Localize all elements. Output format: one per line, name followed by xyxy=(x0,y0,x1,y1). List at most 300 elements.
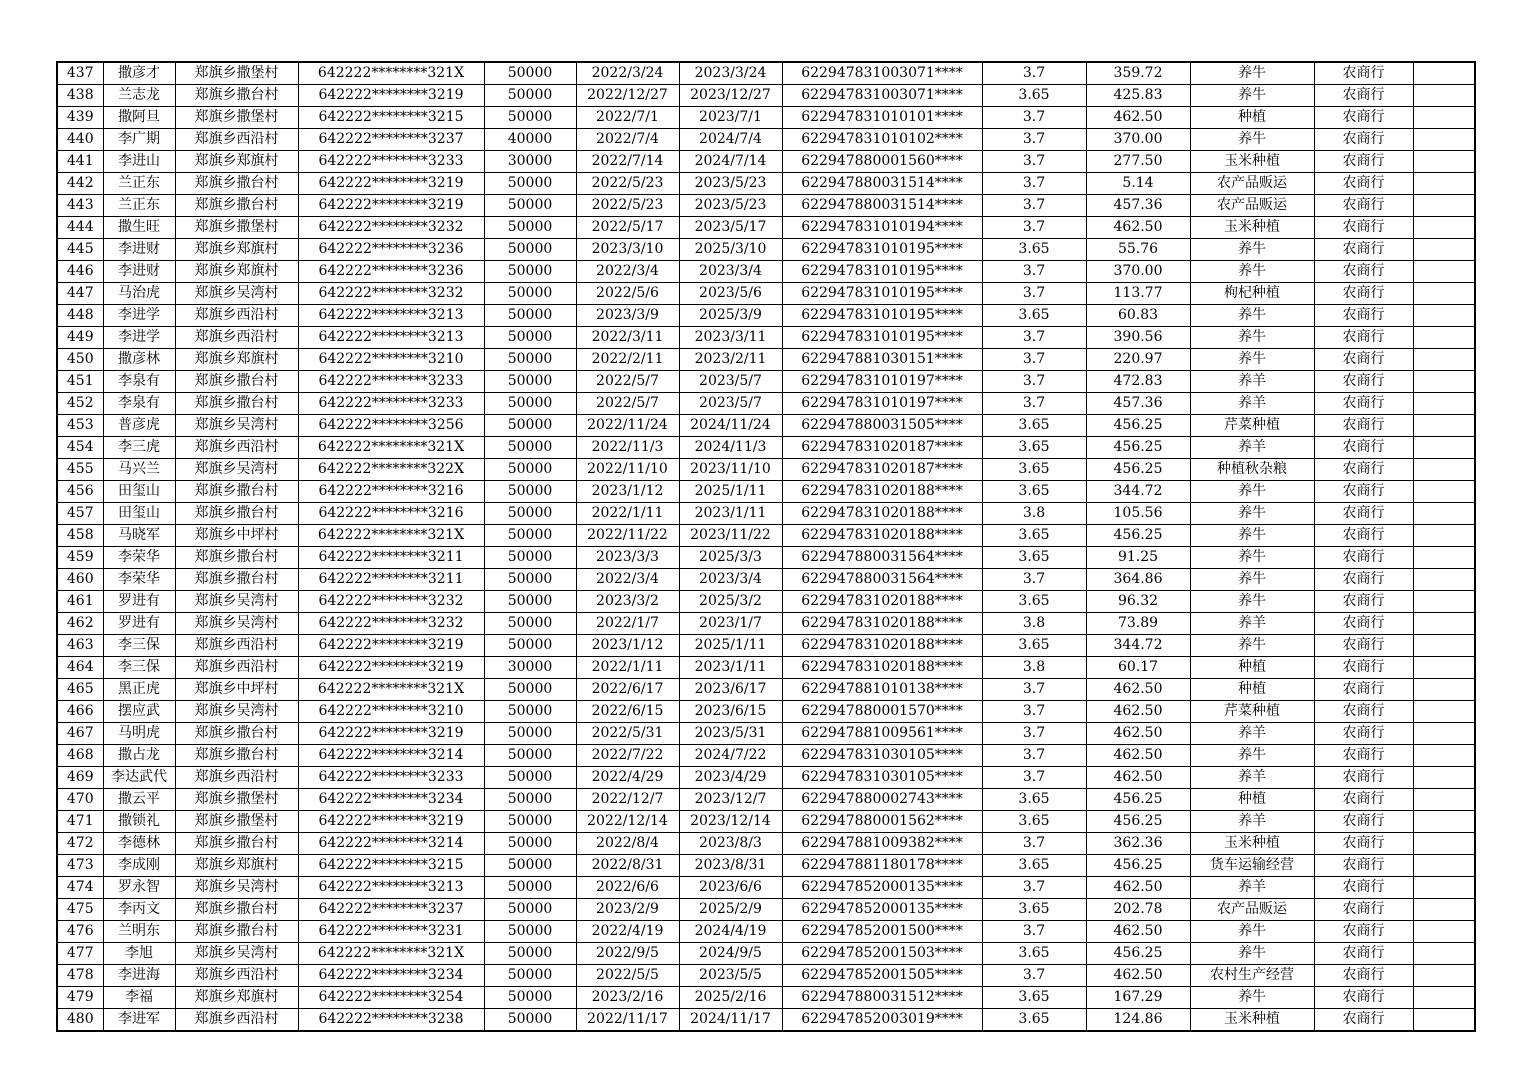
id-number-cell: 642222********3237 xyxy=(298,899,484,921)
bank-cell: 农商行 xyxy=(1314,569,1413,591)
name-cell: 李泉有 xyxy=(103,371,175,393)
start-date-cell: 2022/6/15 xyxy=(576,701,679,723)
purpose-cell: 养羊 xyxy=(1190,767,1314,789)
start-date-cell: 2022/6/6 xyxy=(576,877,679,899)
start-date-cell: 2022/5/23 xyxy=(576,173,679,195)
start-date-cell: 2022/8/31 xyxy=(576,855,679,877)
table-row xyxy=(57,261,1475,283)
table-row xyxy=(57,943,1475,965)
interest-cell: 425.83 xyxy=(1086,85,1190,107)
end-date-cell: 2025/1/11 xyxy=(679,635,782,657)
name-cell: 马兴兰 xyxy=(103,459,175,481)
start-date-cell: 2022/5/6 xyxy=(576,283,679,305)
interest-cell: 462.50 xyxy=(1086,921,1190,943)
purpose-cell: 养牛 xyxy=(1190,261,1314,283)
amount-cell: 30000 xyxy=(484,657,576,679)
amount-cell: 50000 xyxy=(484,877,576,899)
id-number-cell: 642222********3211 xyxy=(298,547,484,569)
interest-cell: 55.76 xyxy=(1086,239,1190,261)
start-date-cell: 2023/3/10 xyxy=(576,239,679,261)
address-cell: 郑旗乡吴湾村 xyxy=(175,591,298,613)
blank-cell xyxy=(1413,327,1475,349)
bank-cell: 农商行 xyxy=(1314,151,1413,173)
id-number-cell: 642222********3232 xyxy=(298,613,484,635)
table-row xyxy=(57,503,1475,525)
id-number-cell: 642222********3219 xyxy=(298,195,484,217)
address-cell: 郑旗乡中坪村 xyxy=(175,679,298,701)
row-number: 470 xyxy=(57,789,103,811)
address-cell: 郑旗乡西沿村 xyxy=(175,767,298,789)
interest-cell: 456.25 xyxy=(1086,459,1190,481)
table-row xyxy=(57,635,1475,657)
name-cell: 撒云平 xyxy=(103,789,175,811)
rate-cell: 3.65 xyxy=(982,591,1086,613)
bank-cell: 农商行 xyxy=(1314,283,1413,305)
table-row xyxy=(57,855,1475,877)
account-cell: 622947852000135**** xyxy=(782,899,982,921)
name-cell: 撒阿旦 xyxy=(103,107,175,129)
row-number: 465 xyxy=(57,679,103,701)
start-date-cell: 2022/11/10 xyxy=(576,459,679,481)
interest-cell: 362.36 xyxy=(1086,833,1190,855)
id-number-cell: 642222********3232 xyxy=(298,283,484,305)
row-number: 450 xyxy=(57,349,103,371)
interest-cell: 370.00 xyxy=(1086,129,1190,151)
row-number: 474 xyxy=(57,877,103,899)
id-number-cell: 642222********321X xyxy=(298,62,484,85)
id-number-cell: 642222********3215 xyxy=(298,855,484,877)
start-date-cell: 2022/5/17 xyxy=(576,217,679,239)
interest-cell: 167.29 xyxy=(1086,987,1190,1009)
row-number: 469 xyxy=(57,767,103,789)
amount-cell: 50000 xyxy=(484,679,576,701)
rate-cell: 3.65 xyxy=(982,899,1086,921)
bank-cell: 农商行 xyxy=(1314,635,1413,657)
account-cell: 622947831020187**** xyxy=(782,437,982,459)
amount-cell: 50000 xyxy=(484,305,576,327)
name-cell: 田玺山 xyxy=(103,503,175,525)
row-number: 440 xyxy=(57,129,103,151)
amount-cell: 50000 xyxy=(484,1009,576,1032)
amount-cell: 50000 xyxy=(484,811,576,833)
address-cell: 郑旗乡撒台村 xyxy=(175,833,298,855)
address-cell: 郑旗乡撒台村 xyxy=(175,85,298,107)
row-number: 477 xyxy=(57,943,103,965)
account-cell: 622947831030105**** xyxy=(782,767,982,789)
start-date-cell: 2022/1/11 xyxy=(576,503,679,525)
blank-cell xyxy=(1413,62,1475,85)
account-cell: 622947831020188**** xyxy=(782,503,982,525)
bank-cell: 农商行 xyxy=(1314,85,1413,107)
address-cell: 郑旗乡撒台村 xyxy=(175,569,298,591)
start-date-cell: 2022/12/27 xyxy=(576,85,679,107)
address-cell: 郑旗乡西沿村 xyxy=(175,327,298,349)
id-number-cell: 642222********3233 xyxy=(298,393,484,415)
start-date-cell: 2023/2/9 xyxy=(576,899,679,921)
interest-cell: 91.25 xyxy=(1086,547,1190,569)
purpose-cell: 养牛 xyxy=(1190,239,1314,261)
table-row xyxy=(57,767,1475,789)
purpose-cell: 玉米种植 xyxy=(1190,217,1314,239)
rate-cell: 3.65 xyxy=(982,239,1086,261)
address-cell: 郑旗乡撒台村 xyxy=(175,547,298,569)
table-row xyxy=(57,789,1475,811)
row-number: 445 xyxy=(57,239,103,261)
blank-cell xyxy=(1413,151,1475,173)
address-cell: 郑旗乡撒堡村 xyxy=(175,62,298,85)
row-number: 468 xyxy=(57,745,103,767)
table-row xyxy=(57,393,1475,415)
purpose-cell: 养羊 xyxy=(1190,811,1314,833)
row-number: 478 xyxy=(57,965,103,987)
address-cell: 郑旗乡撒台村 xyxy=(175,921,298,943)
blank-cell xyxy=(1413,613,1475,635)
name-cell: 马晓军 xyxy=(103,525,175,547)
account-cell: 622947831010195**** xyxy=(782,239,982,261)
purpose-cell: 芹菜种植 xyxy=(1190,415,1314,437)
account-cell: 622947880002743**** xyxy=(782,789,982,811)
rate-cell: 3.65 xyxy=(982,415,1086,437)
blank-cell xyxy=(1413,679,1475,701)
rate-cell: 3.65 xyxy=(982,305,1086,327)
row-number: 475 xyxy=(57,899,103,921)
address-cell: 郑旗乡郑旗村 xyxy=(175,987,298,1009)
start-date-cell: 2022/7/22 xyxy=(576,745,679,767)
bank-cell: 农商行 xyxy=(1314,943,1413,965)
name-cell: 罗永智 xyxy=(103,877,175,899)
table-row xyxy=(57,811,1475,833)
address-cell: 郑旗乡郑旗村 xyxy=(175,261,298,283)
row-number: 461 xyxy=(57,591,103,613)
start-date-cell: 2022/1/11 xyxy=(576,657,679,679)
bank-cell: 农商行 xyxy=(1314,877,1413,899)
blank-cell xyxy=(1413,965,1475,987)
row-number: 471 xyxy=(57,811,103,833)
blank-cell xyxy=(1413,987,1475,1009)
purpose-cell: 养牛 xyxy=(1190,591,1314,613)
end-date-cell: 2023/7/1 xyxy=(679,107,782,129)
blank-cell xyxy=(1413,217,1475,239)
account-cell: 622947831010195**** xyxy=(782,283,982,305)
start-date-cell: 2022/3/4 xyxy=(576,569,679,591)
row-number: 451 xyxy=(57,371,103,393)
interest-cell: 96.32 xyxy=(1086,591,1190,613)
purpose-cell: 养牛 xyxy=(1190,921,1314,943)
table-row xyxy=(57,85,1475,107)
table-row xyxy=(57,481,1475,503)
amount-cell: 50000 xyxy=(484,437,576,459)
id-number-cell: 642222********3231 xyxy=(298,921,484,943)
amount-cell: 50000 xyxy=(484,899,576,921)
amount-cell: 30000 xyxy=(484,151,576,173)
name-cell: 普彦虎 xyxy=(103,415,175,437)
blank-cell xyxy=(1413,525,1475,547)
loan-table xyxy=(56,61,1476,1032)
interest-cell: 73.89 xyxy=(1086,613,1190,635)
bank-cell: 农商行 xyxy=(1314,965,1413,987)
table-row xyxy=(57,613,1475,635)
table-row xyxy=(57,657,1475,679)
purpose-cell: 养牛 xyxy=(1190,503,1314,525)
name-cell: 兰志龙 xyxy=(103,85,175,107)
amount-cell: 50000 xyxy=(484,965,576,987)
address-cell: 郑旗乡撒台村 xyxy=(175,503,298,525)
purpose-cell: 养牛 xyxy=(1190,481,1314,503)
blank-cell xyxy=(1413,877,1475,899)
start-date-cell: 2023/3/9 xyxy=(576,305,679,327)
address-cell: 郑旗乡吴湾村 xyxy=(175,283,298,305)
interest-cell: 462.50 xyxy=(1086,877,1190,899)
start-date-cell: 2022/4/19 xyxy=(576,921,679,943)
rate-cell: 3.7 xyxy=(982,745,1086,767)
row-number: 443 xyxy=(57,195,103,217)
start-date-cell: 2022/9/5 xyxy=(576,943,679,965)
address-cell: 郑旗乡吴湾村 xyxy=(175,459,298,481)
address-cell: 郑旗乡撒台村 xyxy=(175,745,298,767)
rate-cell: 3.65 xyxy=(982,855,1086,877)
amount-cell: 50000 xyxy=(484,789,576,811)
start-date-cell: 2022/7/1 xyxy=(576,107,679,129)
name-cell: 李泉有 xyxy=(103,393,175,415)
blank-cell xyxy=(1413,239,1475,261)
rate-cell: 3.65 xyxy=(982,525,1086,547)
rate-cell: 3.7 xyxy=(982,701,1086,723)
account-cell: 622947831010197**** xyxy=(782,371,982,393)
account-cell: 622947831020188**** xyxy=(782,591,982,613)
table-row xyxy=(57,679,1475,701)
account-cell: 622947880031564**** xyxy=(782,547,982,569)
bank-cell: 农商行 xyxy=(1314,525,1413,547)
blank-cell xyxy=(1413,591,1475,613)
account-cell: 622947880031564**** xyxy=(782,569,982,591)
name-cell: 李广期 xyxy=(103,129,175,151)
end-date-cell: 2024/9/5 xyxy=(679,943,782,965)
account-cell: 622947880031505**** xyxy=(782,415,982,437)
name-cell: 李荣华 xyxy=(103,547,175,569)
start-date-cell: 2022/11/3 xyxy=(576,437,679,459)
row-number: 441 xyxy=(57,151,103,173)
address-cell: 郑旗乡吴湾村 xyxy=(175,877,298,899)
blank-cell xyxy=(1413,767,1475,789)
id-number-cell: 642222********3234 xyxy=(298,965,484,987)
table-row xyxy=(57,283,1475,305)
interest-cell: 456.25 xyxy=(1086,811,1190,833)
account-cell: 622947831020188**** xyxy=(782,525,982,547)
id-number-cell: 642222********3213 xyxy=(298,327,484,349)
bank-cell: 农商行 xyxy=(1314,789,1413,811)
amount-cell: 50000 xyxy=(484,547,576,569)
end-date-cell: 2023/8/3 xyxy=(679,833,782,855)
address-cell: 郑旗乡西沿村 xyxy=(175,305,298,327)
purpose-cell: 种植 xyxy=(1190,107,1314,129)
row-number: 446 xyxy=(57,261,103,283)
name-cell: 撒占龙 xyxy=(103,745,175,767)
rate-cell: 3.65 xyxy=(982,1009,1086,1032)
start-date-cell: 2022/6/17 xyxy=(576,679,679,701)
purpose-cell: 养牛 xyxy=(1190,943,1314,965)
end-date-cell: 2023/11/22 xyxy=(679,525,782,547)
interest-cell: 456.25 xyxy=(1086,943,1190,965)
interest-cell: 105.56 xyxy=(1086,503,1190,525)
amount-cell: 50000 xyxy=(484,635,576,657)
name-cell: 李进军 xyxy=(103,1009,175,1032)
interest-cell: 456.25 xyxy=(1086,789,1190,811)
account-cell: 622947831010197**** xyxy=(782,393,982,415)
address-cell: 郑旗乡撒台村 xyxy=(175,371,298,393)
account-cell: 622947831010101**** xyxy=(782,107,982,129)
blank-cell xyxy=(1413,789,1475,811)
interest-cell: 277.50 xyxy=(1086,151,1190,173)
id-number-cell: 642222********3233 xyxy=(298,151,484,173)
purpose-cell: 养羊 xyxy=(1190,371,1314,393)
address-cell: 郑旗乡吴湾村 xyxy=(175,943,298,965)
purpose-cell: 养牛 xyxy=(1190,129,1314,151)
end-date-cell: 2024/4/19 xyxy=(679,921,782,943)
bank-cell: 农商行 xyxy=(1314,239,1413,261)
amount-cell: 40000 xyxy=(484,129,576,151)
end-date-cell: 2023/12/14 xyxy=(679,811,782,833)
row-number: 438 xyxy=(57,85,103,107)
id-number-cell: 642222********3219 xyxy=(298,657,484,679)
id-number-cell: 642222********321X xyxy=(298,437,484,459)
end-date-cell: 2024/11/24 xyxy=(679,415,782,437)
row-number: 448 xyxy=(57,305,103,327)
address-cell: 郑旗乡西沿村 xyxy=(175,1009,298,1032)
address-cell: 郑旗乡西沿村 xyxy=(175,657,298,679)
rate-cell: 3.7 xyxy=(982,195,1086,217)
rate-cell: 3.7 xyxy=(982,217,1086,239)
id-number-cell: 642222********3216 xyxy=(298,481,484,503)
end-date-cell: 2023/6/6 xyxy=(679,877,782,899)
end-date-cell: 2024/7/22 xyxy=(679,745,782,767)
end-date-cell: 2023/5/5 xyxy=(679,965,782,987)
rate-cell: 3.7 xyxy=(982,327,1086,349)
row-number: 476 xyxy=(57,921,103,943)
name-cell: 李德林 xyxy=(103,833,175,855)
name-cell: 撒彦才 xyxy=(103,62,175,85)
id-number-cell: 642222********3213 xyxy=(298,305,484,327)
id-number-cell: 642222********3213 xyxy=(298,877,484,899)
rate-cell: 3.8 xyxy=(982,503,1086,525)
blank-cell xyxy=(1413,283,1475,305)
address-cell: 郑旗乡西沿村 xyxy=(175,129,298,151)
address-cell: 郑旗乡撒台村 xyxy=(175,723,298,745)
address-cell: 郑旗乡西沿村 xyxy=(175,635,298,657)
name-cell: 李成刚 xyxy=(103,855,175,877)
bank-cell: 农商行 xyxy=(1314,62,1413,85)
account-cell: 622947880001570**** xyxy=(782,701,982,723)
end-date-cell: 2023/12/27 xyxy=(679,85,782,107)
table-body xyxy=(57,62,1475,1031)
rate-cell: 3.7 xyxy=(982,283,1086,305)
purpose-cell: 玉米种植 xyxy=(1190,1009,1314,1032)
interest-cell: 390.56 xyxy=(1086,327,1190,349)
row-number: 455 xyxy=(57,459,103,481)
table-row xyxy=(57,327,1475,349)
table-row xyxy=(57,987,1475,1009)
interest-cell: 344.72 xyxy=(1086,635,1190,657)
purpose-cell: 农产品贩运 xyxy=(1190,195,1314,217)
start-date-cell: 2022/3/11 xyxy=(576,327,679,349)
purpose-cell: 养羊 xyxy=(1190,437,1314,459)
purpose-cell: 种植 xyxy=(1190,789,1314,811)
row-number: 480 xyxy=(57,1009,103,1032)
interest-cell: 456.25 xyxy=(1086,525,1190,547)
name-cell: 撒生旺 xyxy=(103,217,175,239)
end-date-cell: 2025/1/11 xyxy=(679,481,782,503)
bank-cell: 农商行 xyxy=(1314,129,1413,151)
table-row xyxy=(57,525,1475,547)
start-date-cell: 2022/5/23 xyxy=(576,195,679,217)
bank-cell: 农商行 xyxy=(1314,613,1413,635)
rate-cell: 3.65 xyxy=(982,943,1086,965)
address-cell: 郑旗乡中坪村 xyxy=(175,525,298,547)
account-cell: 622947852000135**** xyxy=(782,877,982,899)
rate-cell: 3.7 xyxy=(982,723,1086,745)
name-cell: 李丙文 xyxy=(103,899,175,921)
rate-cell: 3.7 xyxy=(982,833,1086,855)
start-date-cell: 2022/3/4 xyxy=(576,261,679,283)
end-date-cell: 2023/5/6 xyxy=(679,283,782,305)
bank-cell: 农商行 xyxy=(1314,987,1413,1009)
purpose-cell: 芹菜种植 xyxy=(1190,701,1314,723)
address-cell: 郑旗乡郑旗村 xyxy=(175,349,298,371)
table-row xyxy=(57,965,1475,987)
account-cell: 622947881009561**** xyxy=(782,723,982,745)
end-date-cell: 2023/5/31 xyxy=(679,723,782,745)
start-date-cell: 2022/1/7 xyxy=(576,613,679,635)
blank-cell xyxy=(1413,129,1475,151)
table-row xyxy=(57,305,1475,327)
blank-cell xyxy=(1413,943,1475,965)
name-cell: 李进学 xyxy=(103,327,175,349)
bank-cell: 农商行 xyxy=(1314,305,1413,327)
blank-cell xyxy=(1413,745,1475,767)
rate-cell: 3.7 xyxy=(982,261,1086,283)
end-date-cell: 2025/3/3 xyxy=(679,547,782,569)
purpose-cell: 养牛 xyxy=(1190,327,1314,349)
purpose-cell: 养牛 xyxy=(1190,62,1314,85)
amount-cell: 50000 xyxy=(484,195,576,217)
end-date-cell: 2023/1/11 xyxy=(679,657,782,679)
end-date-cell: 2023/5/17 xyxy=(679,217,782,239)
table-row xyxy=(57,547,1475,569)
amount-cell: 50000 xyxy=(484,217,576,239)
interest-cell: 462.50 xyxy=(1086,965,1190,987)
table-row xyxy=(57,415,1475,437)
account-cell: 622947852003019**** xyxy=(782,1009,982,1032)
end-date-cell: 2024/7/4 xyxy=(679,129,782,151)
amount-cell: 50000 xyxy=(484,173,576,195)
blank-cell xyxy=(1413,393,1475,415)
end-date-cell: 2023/3/24 xyxy=(679,62,782,85)
table-row xyxy=(57,349,1475,371)
account-cell: 622947831010194**** xyxy=(782,217,982,239)
purpose-cell: 种植 xyxy=(1190,679,1314,701)
start-date-cell: 2023/1/12 xyxy=(576,481,679,503)
table-row xyxy=(57,899,1475,921)
name-cell: 田玺山 xyxy=(103,481,175,503)
purpose-cell: 货车运输经营 xyxy=(1190,855,1314,877)
table-row xyxy=(57,107,1475,129)
interest-cell: 220.97 xyxy=(1086,349,1190,371)
name-cell: 马治虎 xyxy=(103,283,175,305)
row-number: 452 xyxy=(57,393,103,415)
id-number-cell: 642222********3238 xyxy=(298,1009,484,1032)
interest-cell: 5.14 xyxy=(1086,173,1190,195)
blank-cell xyxy=(1413,657,1475,679)
account-cell: 622947831003071**** xyxy=(782,62,982,85)
